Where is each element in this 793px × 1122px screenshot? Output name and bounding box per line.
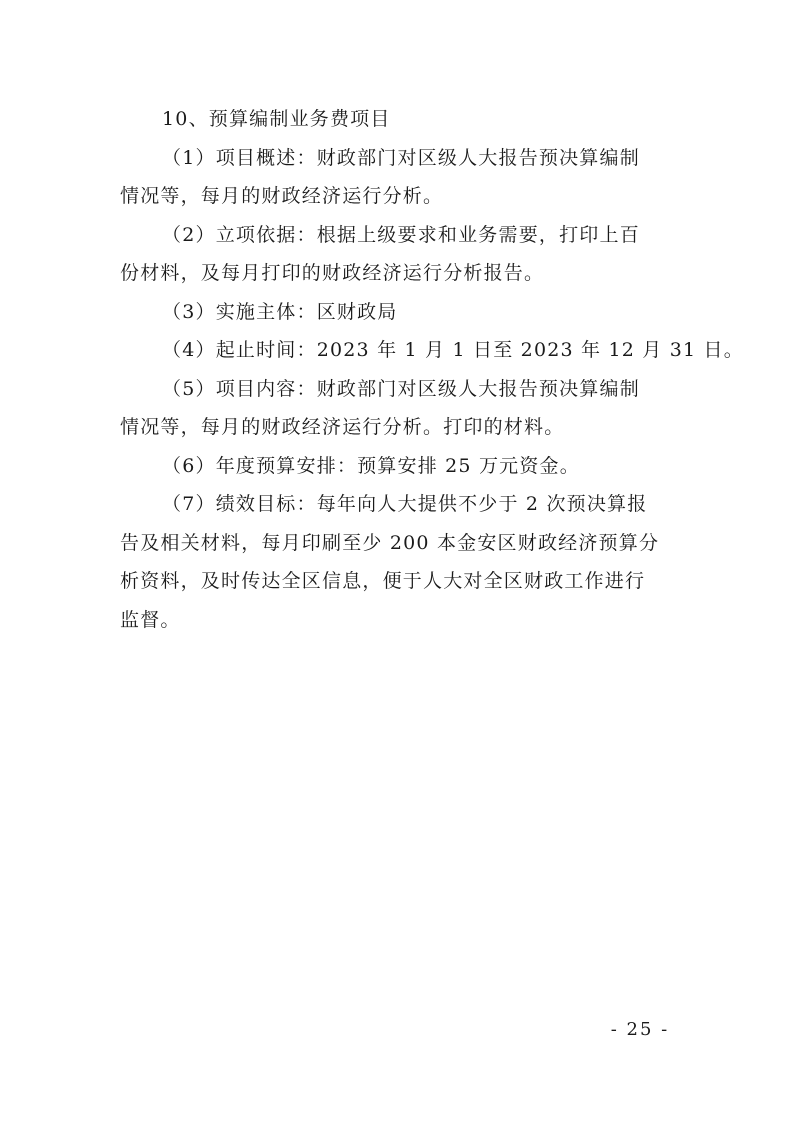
paragraph-line: （2）立项依据：根据上级要求和业务需要，打印上百 [162,223,640,246]
paragraph-content [120,370,680,447]
paragraph-line: （1）项目概述：财政部门对区级人大报告预决算编制 [162,146,640,169]
page-number: - 25 - [610,1019,670,1040]
paragraph-basis [120,216,680,293]
paragraph-line: （6）年度预算安排：预算安排 25 万元资金。 [162,454,580,477]
paragraph-line: 份材料，及每月打印的财政经济运行分析报告。 [120,262,545,284]
paragraph-line: （5）项目内容：财政部门对区级人大报告预决算编制 [162,377,640,400]
paragraph-executor [120,293,680,332]
paragraph-line: （7）绩效目标：每年向人大提供不少于 2 次预决算报 [162,493,648,515]
paragraph-budget [120,447,680,486]
paragraph-line: 告及相关材料，每月印刷至少 200 本金安区财政经济预算分 [120,531,660,554]
paragraph-line: （3）实施主体：区财政局 [162,300,398,323]
paragraph-line: 析资料，及时传达全区信息，便于人大对全区财政工作进行 [120,570,646,592]
paragraph-line: 情况等，每月的财政经济运行分析。 [120,185,444,207]
document-body [120,100,744,639]
paragraph-goals [120,485,680,639]
paragraph-period [120,331,744,370]
paragraph-line: （4）起止时间：2023 年 1 月 1 日至 2023 年 12 月 31 日。 [162,339,744,361]
paragraph-line: 监督。 [120,608,181,631]
paragraph-line: 情况等，每月的财政经济运行分析。打印的材料。 [120,416,565,438]
section-heading: 10、预算编制业务费项目 [162,108,391,130]
paragraph-overview [120,139,680,216]
